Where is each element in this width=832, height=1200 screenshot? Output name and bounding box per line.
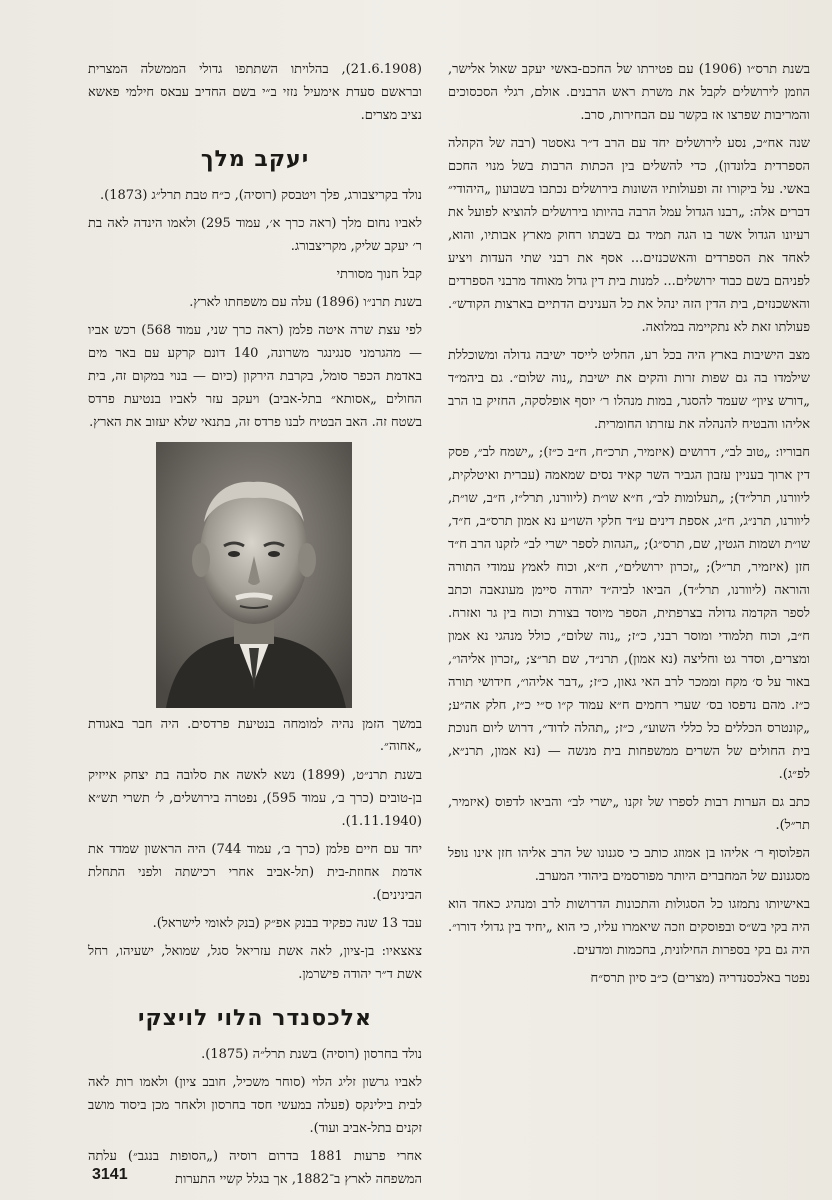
paragraph: כתב גם הערות רבות לספרו של זקנו „ישרי לב״ והביאו לדפוס (איזמיר, תר״ל). <box>448 795 810 833</box>
paragraph: לאביו גרשון זליג הלוי (סוחר משכיל, חובב ציון) ולאמו רות לאה לבית בילינקס (פעלה במעשי חסד בחרסון ולאחר מכן ביסוד מושב זקנים בתל-אביב ועוד). <box>88 1075 422 1136</box>
portrait-photo <box>156 442 352 708</box>
paragraph: אחרי פרעות 1881 בדרום רוסיה („הסופות בנגב״) עלתה המשפחה לארץ ב־1882, אך בגלל קשיי התערות <box>88 1149 422 1187</box>
paragraph: נפטר באלכסנדריה (מצרים) כ״ב סיון תרס״ח <box>590 971 810 986</box>
right-column <box>448 58 810 995</box>
paragraph: בשנת תרס״ו (1906) עם פטירתו של החכם-באשי יעקב שאול אלישר, הוזמן לירושלים לקבל את משרת ראש הרבנים. אולם, רגלי הסכסוכים והמריבות שפרצו אז בקשר עם הבחירות, סרב. <box>448 62 811 123</box>
paragraph: לפי עצת שרה איטה פלמן (ראה כרך שני, עמוד 568) רכש אביו — מהגרמני סנגינגר משרונה, 140 דונם קרקע עם באר מים באדמת הכפר סומל, בקרבת הירקון (כיום — בנוי במקום זה, בית החולים „אסותא״ בתל-אביב) ויעקב עזר לאביו בנטיעת פרדס בשטח זה. האב הבטיח לבנו פרדס זה, בתנאי שלא יעזוב את הארץ. <box>88 323 422 430</box>
paragraph: שנה אח״כ, נסע לירושלים יחד עם הרב ד״ר גאסטר (רבה של הקהלה הספרדית בלונדון), כדי להשלים בין הכתות הרבות בשל מנוי החכם באשי. על ביקורו זה ופעולותיו השונות בירושלים נכתבו בשבועון „היהודי״ דברים אלה: „רבנו הגדול עמל הרבה בהיותו בירושלים להוציא לפועל את רעיונו הגדול אשר בו הגה תמיד גם בשבתו רחוק מארץ אבותיו, והוא, לאחד את הספרדים והאשכנזים... אסף את רבני שתי העדות ויציע לפניהם בשם כבוד ירושלים... למנות בית דין גדול מאוחד מרבני הספרדים והאשכנזים, בית הדין הזה ינהל את כל הענינים הדתיים בארצות הקודש״. פעולתו זאת לא נתקיימה במלואה. <box>448 136 810 335</box>
paragraph: לאביו נחום מלך (ראה כרך א׳, עמוד 295) ולאמו הינדה לאה בת ר׳ יעקב שליק, מקריצבורג. <box>88 216 422 254</box>
left-column <box>88 58 422 1196</box>
paragraph: מצב הישיבות בארץ היה בכל רע, החליט לייסד ישיבה גדולה ומשוכללת שילמדו בה גם שפות זרות והקים את ישיבת „נוה שלום״. גם ביהמ״ד „דורש ציון״ שעמד להסגר, במות מנהלו ר׳ יוסף אופלסקה, החזיק בו הרב אליהו והבטיח להנהלה את עזרתו החומרית. <box>448 348 810 432</box>
paragraph: עבד 13 שנה כפקיד בבנק אפ״ק (בנק לאומי לישראל). <box>152 916 422 931</box>
photo-caption: במשך הזמן נהיה למומחה בנטיעת פרדסים. היה חבר באגודת „אחוה״. <box>88 717 422 754</box>
paragraph: יחד עם חיים פלמן (כרך ב׳, עמוד 744) היה הראשון שמדד את אדמת אחוזת-בית (תל-אביב אחרי רכישתה ולפני התחלת הבינינים). <box>88 842 422 903</box>
paragraph: צאצאיו: בן-ציון, לאה אשת עזריאל סגל, שמואל, ישעיהו, רחל אשת ד״ר יהודה פישרמן. <box>88 944 422 982</box>
portrait-image <box>156 442 352 708</box>
paragraph: בשנת תרנ״ו (1896) עלה עם משפחתו לארץ. <box>189 295 422 310</box>
paragraph: קבל חנוך מסורתי <box>336 267 422 282</box>
bio-title: אלכסנדר הלוי לויצקי <box>137 1006 373 1031</box>
works-paragraph: חבוריו: „טוב לב״, דרושים (איזמיר, תרכ״ח, ח״ב כ״ז); „ישמח לב״, פסק דין ארוך בעניין עזבון הגביר השר קאיד נסים שמאמה (עברית ואיטלקית, ליוורנו, תרל״ד); „תעלומות לב״, ח״א שו״ת (ליוורנו, תרל״ז, ח״ב, שו״ת, ליוורנו, תרנ״ג, ח״ג, אספת דינים ע״ד חלקי השו״ע נא אמון תרס״ב, ח״ד, שו״ת ושמות הגטין, שם, תרס״ג); „הגהות לספר ישרי לב״ לזקנו הרב ח״ד חזן (איזמיר, תר״ל); „זכרון ירושלים״, ח״א, וכוח לאמץ עמודי התורה והוראה (ליוורנו, תרל״ד), הביאו לביה״ד יהודה סיימן מעונאבה וכתב לספר הקדמה גדולה בצרפתית, הספר מיוסד בצורת וכוח בין גר ואזרח. ח״ב, וכוח תלמודי ומוסר רבני, כ״ז; „נוה שלום״, כולל מנהגי נא אמון ומצרים, וסדר גט וחליצה (נא אמון), תרנ״ד, שם תר״צ; „זכרון אליהו״, באור על ס׳ מקח וממכר לרב האי גאון, כ״ז; „דבר אליהו״, חידושי תורה כ״ז. מהם נדפסו בס׳ שערי רחמים ח״א עמוד ק״ו ס״י כ״ז, חלק אה״ע; „קונטרס הכללים כל כללי השוע״, כ״ז; „תהלה לדוד״, דרוש ליום חנוכת בית החולים של השרים ממשפחות בית מנשה — (נא אמון, תרנ״א, לפ״ג). <box>448 445 810 782</box>
paragraph: נולד בקריצבורג, פלך ויטבסק (רוסיה), כ״ח טבת תרל״ג (1873). <box>100 188 422 203</box>
paragraph: באישיותו נתמזגו כל הסגולות והתכונות הדרושות לרב ומנהיג כאחד הוא היה בקי בש״ס ובפוסקים וזכה שיאמרו עליו, כי הוא „יחיד בין גדולי דורו״. היה גם בקי בספרות החילונית, בחכמות ומדעים. <box>448 897 810 958</box>
paragraph: בשנת תרנ״ט, (1899) נשא לאשה את סלובה בת יצחק אייזיק בן-טובים (כרך ב׳, עמוד 595), נפטרה בירושלים, ל׳ תשרי תש״א (1.11.1940). <box>88 768 422 829</box>
page-number: 3141 <box>92 1166 128 1183</box>
continuation-paragraph: (21.6.1908), בהלויתו השתתפו גדולי הממשלה המצרית ובראשם סעדת אימעיל נזזי ב״י בשם החדיב עבאס חילמי פאשא נציב מצרים. <box>88 62 422 123</box>
bio-title: יעקב מלך <box>200 147 310 172</box>
paragraph: הפלוסוף ר׳ אליהו בן אמוזג כותב כי סגנונו של הרב אליהו חזן אינו נופל מסגנונם של המחברים היותר מפורסמים ביהודי המערב. <box>448 846 810 884</box>
paragraph: נולד בחרסון (רוסיה) בשנת תרל״ה (1875). <box>201 1047 422 1062</box>
